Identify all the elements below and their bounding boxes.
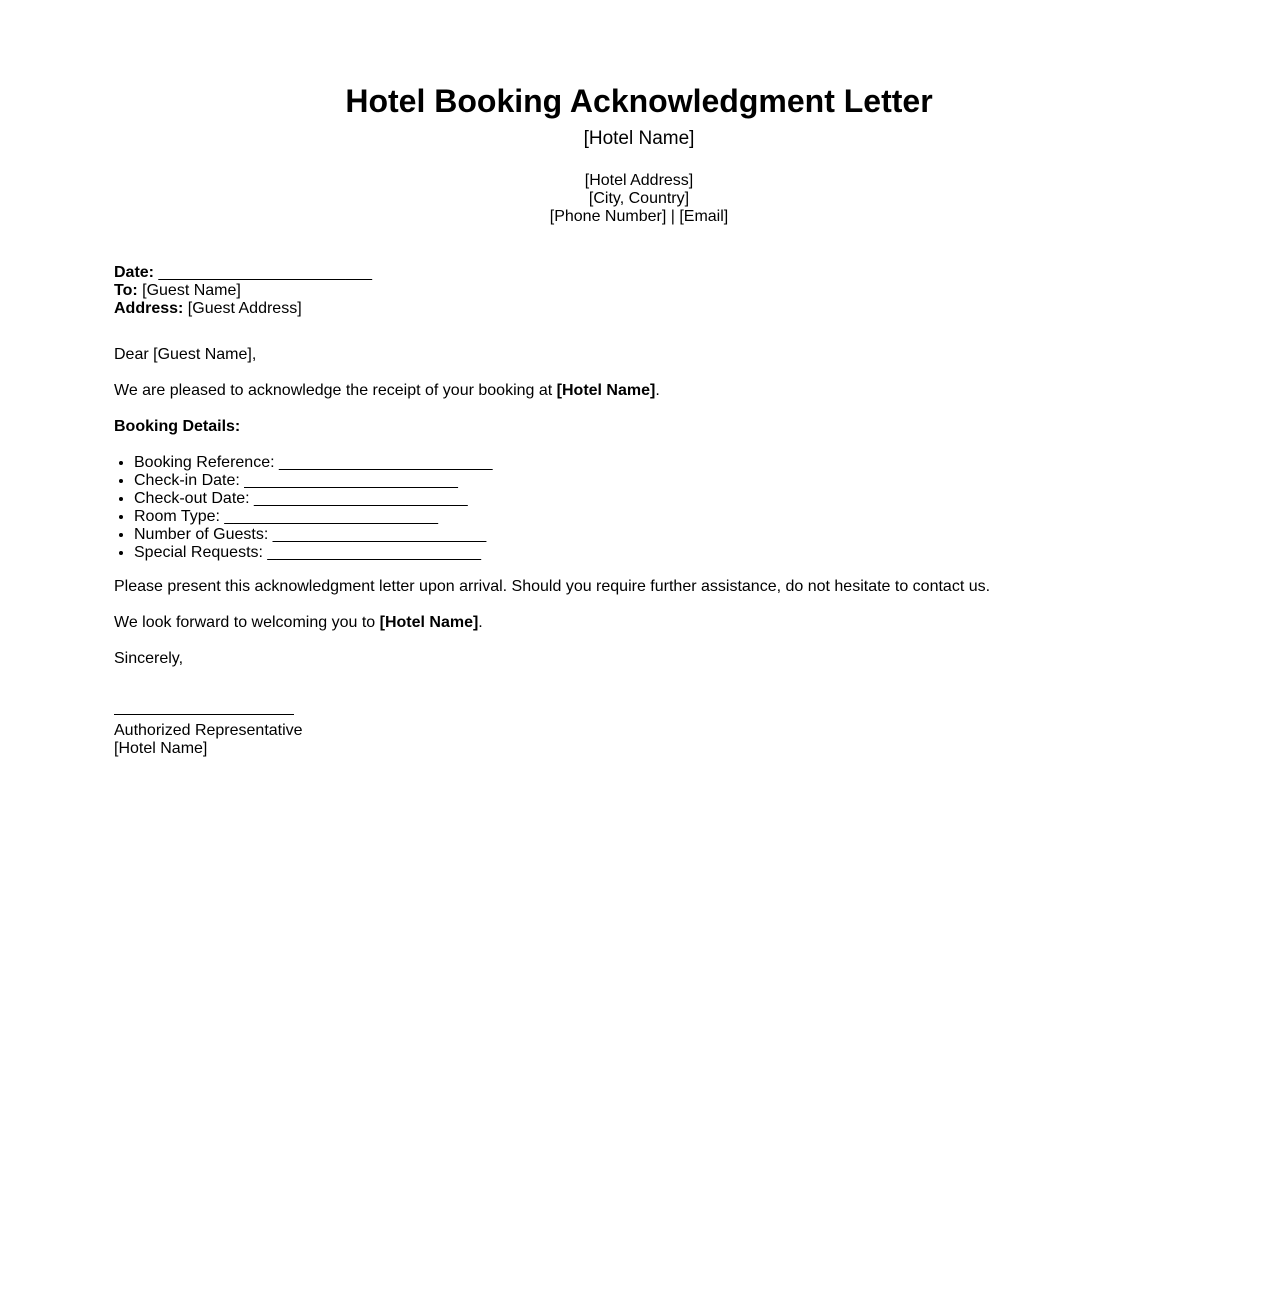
date-blank: ________________________ [154,264,373,281]
detail-check-in-date [134,472,1214,490]
detail-room-type [134,508,1214,526]
to-line [114,282,372,300]
address-value: [Guest Address] [183,300,302,317]
date-label: Date: [114,264,155,281]
to-label: To: [114,282,138,299]
detail-label: Booking Reference: [134,454,275,471]
detail-blank: ________________________ [274,454,493,471]
detail-booking-reference [134,454,1214,472]
intro-text: We are pleased to acknowledge the receipt of your booking at [114,382,557,399]
detail-number-of-guests [134,526,1214,544]
signature-line [114,714,294,715]
signature-block [114,722,1214,758]
signatory-hotel-name: [Hotel Name] [114,740,208,757]
intro-paragraph [114,382,1214,400]
hotel-address: [Hotel Address] [584,172,694,189]
signatory-title: Authorized Representative [114,722,303,739]
to-value: [Guest Name] [137,282,241,299]
closing-end: . [478,614,483,631]
hotel-phone-email: [Phone Number] | [Email] [549,208,729,225]
intro-end: . [655,382,660,399]
closing-text: We look forward to welcoming you to [114,614,380,631]
detail-blank: ________________________ [219,508,438,525]
detail-blank: ________________________ [239,472,458,489]
page-title: Hotel Booking Acknowledgment Letter [345,83,933,119]
instructions-paragraph: Please present this acknowledgment letter upon arrival. Should you require further assistance, do not hesitate to contact us. [114,578,991,595]
address-line [114,300,372,318]
recipient-info [114,264,372,318]
detail-check-out-date [134,490,1214,508]
intro-hotel-name: [Hotel Name] [556,382,656,399]
hotel-city-country: [City, Country] [588,190,690,207]
address-label: Address: [114,300,184,317]
detail-label: Check-out Date: [134,490,250,507]
detail-label: Room Type: [134,508,220,525]
detail-blank: ________________________ [262,544,481,561]
detail-blank: ________________________ [249,490,468,507]
letter-header [0,82,1278,226]
detail-label: Number of Guests: [134,526,269,543]
date-line [114,264,372,282]
detail-label: Special Requests: [134,544,263,561]
hotel-contact [0,172,1278,226]
booking-details-heading: Booking Details: [114,418,241,435]
letter-body [114,346,1214,758]
closing-hotel-name: [Hotel Name] [379,614,479,631]
signoff: Sincerely, [114,650,184,667]
closing-paragraph [114,614,1214,632]
hotel-name: [Hotel Name] [583,128,695,149]
salutation: Dear [Guest Name], [114,346,257,363]
detail-blank: ________________________ [268,526,487,543]
booking-details-list [114,454,1214,562]
detail-special-requests [134,544,1214,562]
detail-label: Check-in Date: [134,472,240,489]
